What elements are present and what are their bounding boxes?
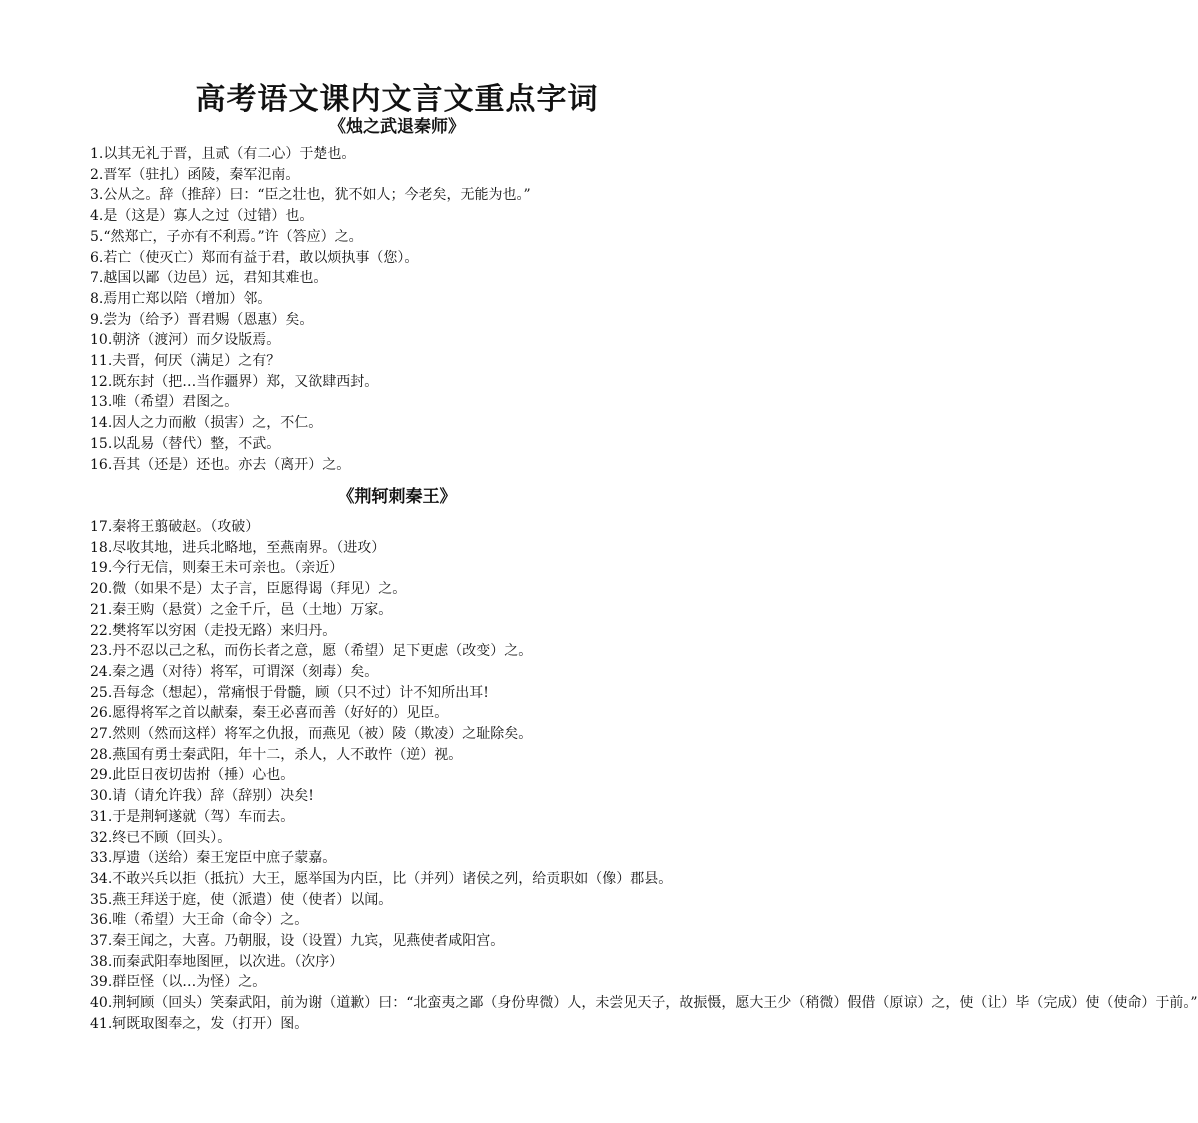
section-title: 《烛之武退秦师》: [329, 117, 465, 137]
list-item: 30.请（请允许我）辞（辞别）决矣!: [90, 788, 314, 805]
list-item: 8.焉用亡郑以陪（增加）邻。: [90, 290, 272, 307]
section-title: 《荆轲刺秦王》: [337, 487, 457, 507]
list-item: 21.秦王购（悬赏）之金千斤，邑（土地）万家。: [90, 601, 393, 618]
list-item: 29.此臣日夜切齿拊（捶）心也。: [90, 767, 295, 784]
list-item: 19.今行无信，则秦王未可亲也。（亲近）: [90, 560, 344, 577]
list-item: 40.荆轲顾（回头）笑秦武阳，前为谢（道歉）曰：“北蛮夷之鄙（身份卑微）人，未尝见天子，故振慑，愿大王少（稍微）假借（原谅）之，使（让）毕（完成）使（使命）于前。”: [90, 995, 1198, 1012]
list-item: 13.唯（希望）君图之。: [90, 394, 239, 411]
list-item: 36.唯（希望）大王命（命令）之。: [90, 912, 309, 929]
list-item: 11.夫晋，何厌（满足）之有？: [90, 353, 281, 370]
list-item: 22.樊将军以穷困（走投无路）来归丹。: [90, 622, 337, 639]
list-item: 41.轲既取图奉之，发（打开）图。: [90, 1015, 309, 1032]
list-item: 35.燕王拜送于庭，使（派遣）使（使者）以闻。: [90, 891, 393, 908]
list-item: 1.以其无礼于晋，且贰（有二心）于楚也。: [90, 146, 356, 162]
list-item: 14.因人之力而敝（损害）之，不仁。: [90, 415, 323, 432]
section-item-list: [60, 517, 1198, 1035]
list-item: 2.晋军（驻扎）函陵，秦军氾南。: [90, 166, 300, 183]
list-item: 12.既东封（把…当作疆界）郑，又欲肆西封。: [90, 373, 379, 390]
list-item: 10.朝济（渡河）而夕设版焉。: [90, 332, 281, 349]
list-item: 4.是（这是）寡人之过（过错）也。: [90, 208, 314, 225]
list-item: 20.微（如果不是）太子言，臣愿得谒（拜见）之。: [90, 581, 407, 598]
list-item: 33.厚遗（送给）秦王宠臣中庶子蒙嘉。: [90, 850, 337, 867]
list-item: 34.不敢兴兵以拒（抵抗）大王，愿举国为内臣，比（并列）诸侯之列，给贡职如（像）郡县。: [90, 870, 673, 887]
list-item: 38.而秦武阳奉地图匣，以次进。（次序）: [90, 953, 344, 970]
list-item: 24.秦之遇（对待）将军，可谓深（刻毒）矣。: [90, 663, 379, 680]
list-item: 7.越国以鄙（边邑）远，君知其难也。: [90, 270, 328, 287]
list-item: 9.尝为（给予）晋君赐（恩惠）矣。: [90, 311, 314, 328]
list-item: 6.若亡（使灭亡）郑而有益于君，敢以烦执事（您）。: [90, 249, 419, 266]
list-item: 25.吾每念（想起），常痛恨于骨髓，顾（只不过）计不知所出耳!: [90, 684, 489, 701]
list-item: 23.丹不忍以己之私，而伤长者之意，愿（希望）足下更虑（改变）之。: [90, 643, 533, 660]
list-item: 5.“然郑亡，子亦有不利焉。”许（答应）之。: [90, 228, 363, 245]
list-item: 37.秦王闻之，大喜。乃朝服，设（设置）九宾，见燕使者咸阳宫。: [90, 933, 505, 950]
list-item: 16.吾其（还是）还也。亦去（离开）之。: [90, 456, 351, 473]
list-item: 3.公从之。辞（推辞）曰：“臣之壮也，犹不如人；今老矣，无能为也。”: [90, 187, 531, 204]
list-item: 27.然则（然而这样）将军之仇报，而燕见（被）陵（欺凌）之耻除矣。: [90, 726, 533, 743]
list-item: 39.群臣怪（以…为怪）之。: [90, 974, 267, 991]
list-item: 26.愿得将军之首以献秦，秦王必喜而善（好好的）见臣。: [90, 705, 449, 722]
list-item: 31.于是荆轲遂就（驾）车而去。: [90, 808, 295, 825]
section-item-list: [60, 144, 740, 475]
list-item: 28.燕国有勇士秦武阳，年十二，杀人，人不敢忤（逆）视。: [90, 746, 463, 763]
document-title: 高考语文课内文言文重点字词: [195, 82, 599, 118]
list-item: 17.秦将王翦破赵。（攻破）: [90, 519, 260, 535]
list-item: 32.终已不顾（回头）。: [90, 829, 232, 846]
list-item: 18.尽收其地，进兵北略地，至燕南界。（进攻）: [90, 539, 386, 556]
list-item: 15.以乱易（替代）整，不武。: [90, 435, 281, 452]
